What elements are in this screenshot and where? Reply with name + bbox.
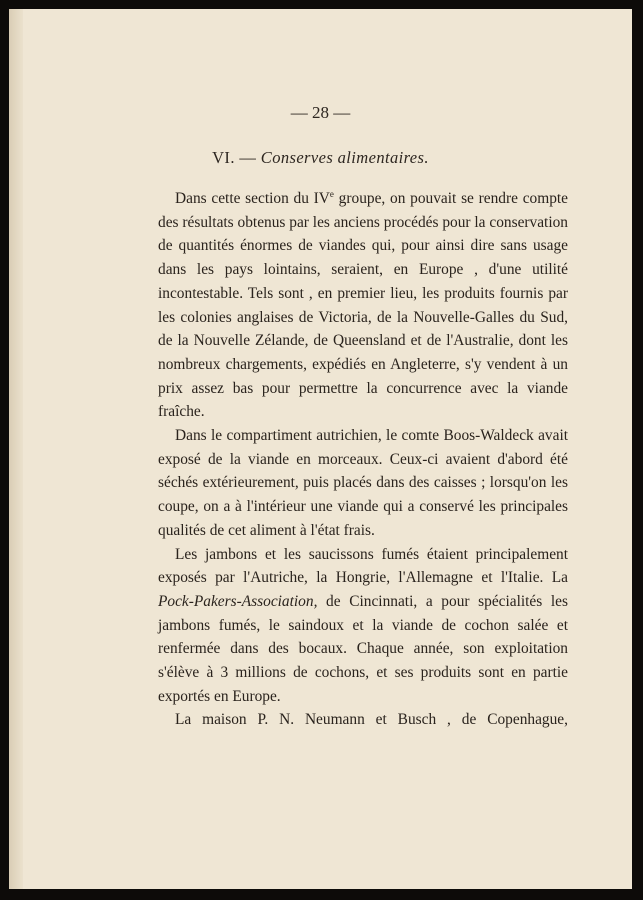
- section-heading: [9, 148, 632, 168]
- paragraph-3-rest: de Cincinnati, a pour spécialités les jambons fumés, le saindoux et la viande de cochon salée et renfermée dans des bocaux. Chaque année, son exploitation s'élève à 3 millions de cochons, et ses produits sont en partie exportés en Europe.: [158, 592, 568, 705]
- section-number: VI. —: [212, 148, 261, 167]
- paragraph-1: [158, 187, 568, 424]
- paragraph-3-start: Les jambons et les saucissons fumés étaient principalement exposés par l'Autriche, la Hongrie, l'Allemagne et l'Italie. La: [158, 545, 568, 587]
- section-title: Conserves alimentaires.: [260, 148, 429, 167]
- paragraph-1-start: Dans cette section du IV: [175, 190, 330, 207]
- page-number: — 28 —: [290, 103, 351, 122]
- binding-gutter: [9, 9, 23, 889]
- paragraph-3: [158, 543, 568, 709]
- document-page: [9, 9, 632, 889]
- paragraph-4: La maison P. N. Neumann et Busch , de Copenhague,: [175, 711, 568, 729]
- paragraph-1-rest: groupe, on pouvait se rendre compte des résultats obtenus par les anciens procédés pour la conservation de quantités énormes de viandes qui, pour ainsi dire sans usage dans les pays lointains, seraient, en Europe , d'une utilité incontestable. Tels sont , en premier lieu, les produits fournis par les colonies anglaises de Victoria, de la Nouvelle-Galles du Sud, de la Nouvelle Zélande, de Queensland et de l'Australie, dont les nombreux chargements, expédiés en Angleterre, s'y vendent à un prix assez bas pour permettre la concurrence avec la viande fraîche.: [158, 190, 569, 421]
- superscript-e: e: [329, 189, 334, 199]
- body-text: [158, 187, 568, 732]
- association-name: Pock-Pakers-Association,: [158, 592, 318, 610]
- paragraph-2: Dans le compartiment autrichien, le comte Boos-Waldeck avait exposé de la viande en morceaux. Ceux-ci avaient d'abord été séchés extérieurement, puis placés dans des caisses ; lorsqu'on les coupe, on a à l'intérieur une viande qui a conservé les principales qualités de cet aliment à l'état frais.: [158, 427, 568, 539]
